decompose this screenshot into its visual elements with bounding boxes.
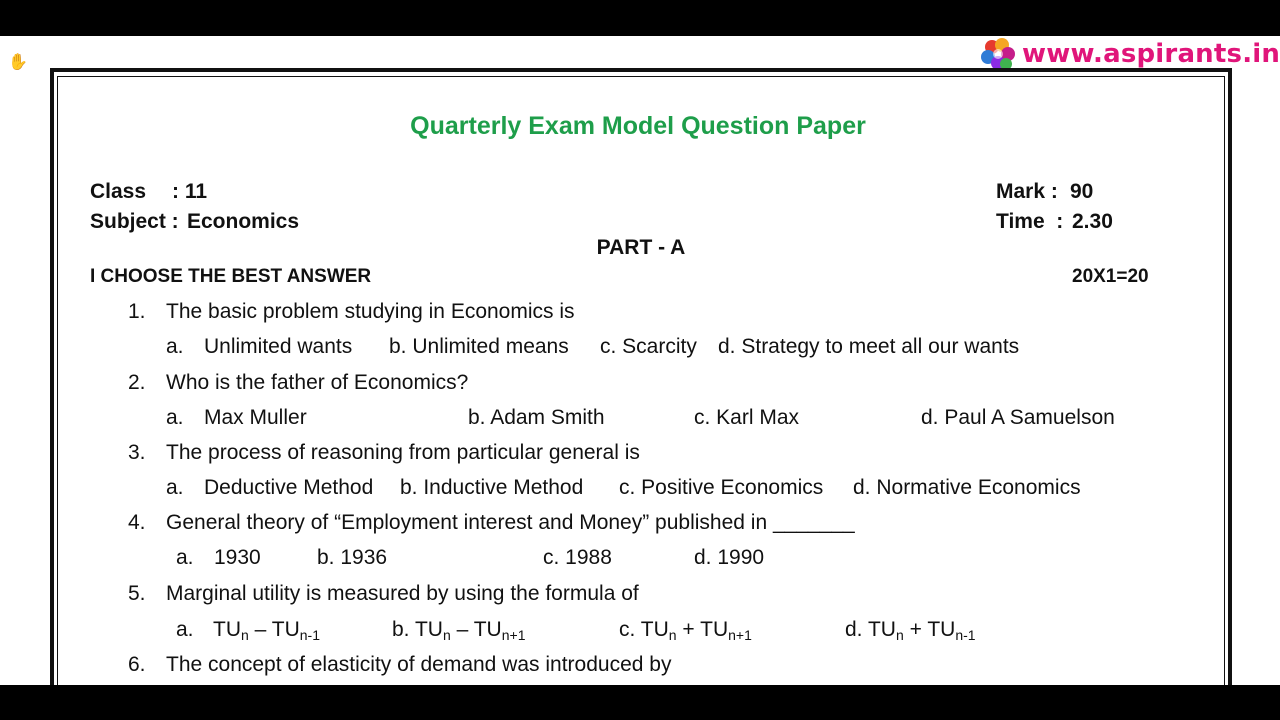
hand-cursor-icon: ✋ <box>8 54 28 71</box>
option-a: Unlimited wants <box>204 335 353 358</box>
option-c: c. Scarcity <box>600 335 697 358</box>
mark-label: Mark : <box>996 180 1058 203</box>
option-a: 1930 <box>214 546 261 569</box>
paper-title: Quarterly Exam Model Question Paper <box>410 112 866 140</box>
question-text: The concept of elasticity of demand was introduced by <box>166 653 672 676</box>
option-a-marker: a. <box>166 335 184 358</box>
question-number: 1. <box>128 300 146 323</box>
document-viewport <box>0 36 1280 685</box>
question-number: 5. <box>128 582 146 605</box>
option-a-marker: a. <box>166 476 184 499</box>
class-label: Class <box>90 180 147 203</box>
question-paper <box>0 36 1280 685</box>
option-c: c. 1988 <box>543 546 612 569</box>
time-label: Time : <box>996 210 1064 233</box>
option-b: b. Adam Smith <box>468 406 605 429</box>
question-text: The process of reasoning from particular general is <box>166 441 640 464</box>
question-number: 6. <box>128 653 146 676</box>
section-heading: I CHOOSE THE BEST ANSWER <box>90 266 372 287</box>
question-number: 3. <box>128 441 146 464</box>
option-c: c. Positive Economics <box>619 476 824 499</box>
option-b: b. Inductive Method <box>400 476 584 499</box>
class-value: : 11 <box>172 180 208 203</box>
option-a-marker: a. <box>176 618 194 641</box>
subject-value: Economics <box>187 210 300 233</box>
question-number: 4. <box>128 511 146 534</box>
option-a-formula: $TU_n - TU_{n-1}$ <box>213 618 320 643</box>
question-text: General theory of “Employment interest and Money” published in _______ <box>166 511 855 534</box>
part-heading: PART - A <box>596 236 686 259</box>
subject-label: Subject : <box>90 210 179 233</box>
option-d: d. 1990 <box>694 546 765 569</box>
mark-value: 90 <box>1070 180 1094 203</box>
question-number: 2. <box>128 371 146 394</box>
option-d: d. Paul A Samuelson <box>921 406 1115 429</box>
option-d: d. Strategy to meet all our wants <box>718 335 1020 358</box>
question-text: Marginal utility is measured by using the formula of <box>166 582 639 605</box>
option-b: b. Unlimited means <box>389 335 569 358</box>
option-c-formula: c. $TU_n + TU_{n+1}$ <box>619 618 752 643</box>
question-text: The basic problem studying in Economics is <box>166 300 575 323</box>
option-d-formula: d. $TU_n + TU_{n-1}$ <box>845 618 976 643</box>
time-value: 2.30 <box>1072 210 1113 233</box>
option-a-marker: a. <box>176 546 194 569</box>
option-a: Max Muller <box>204 406 307 429</box>
option-a-marker: a. <box>166 406 184 429</box>
option-d: d. Normative Economics <box>853 476 1081 499</box>
watermark-text: www.aspirants.in <box>1022 39 1280 69</box>
option-b-formula: b. $TU_n - TU_{n+1}$ <box>392 618 526 643</box>
question-text: Who is the father of Economics? <box>166 371 469 394</box>
option-a: Deductive Method <box>204 476 374 499</box>
option-b: b. 1936 <box>317 546 388 569</box>
option-c: c. Karl Max <box>694 406 800 429</box>
section-marks: 20X1=20 <box>1072 266 1149 287</box>
